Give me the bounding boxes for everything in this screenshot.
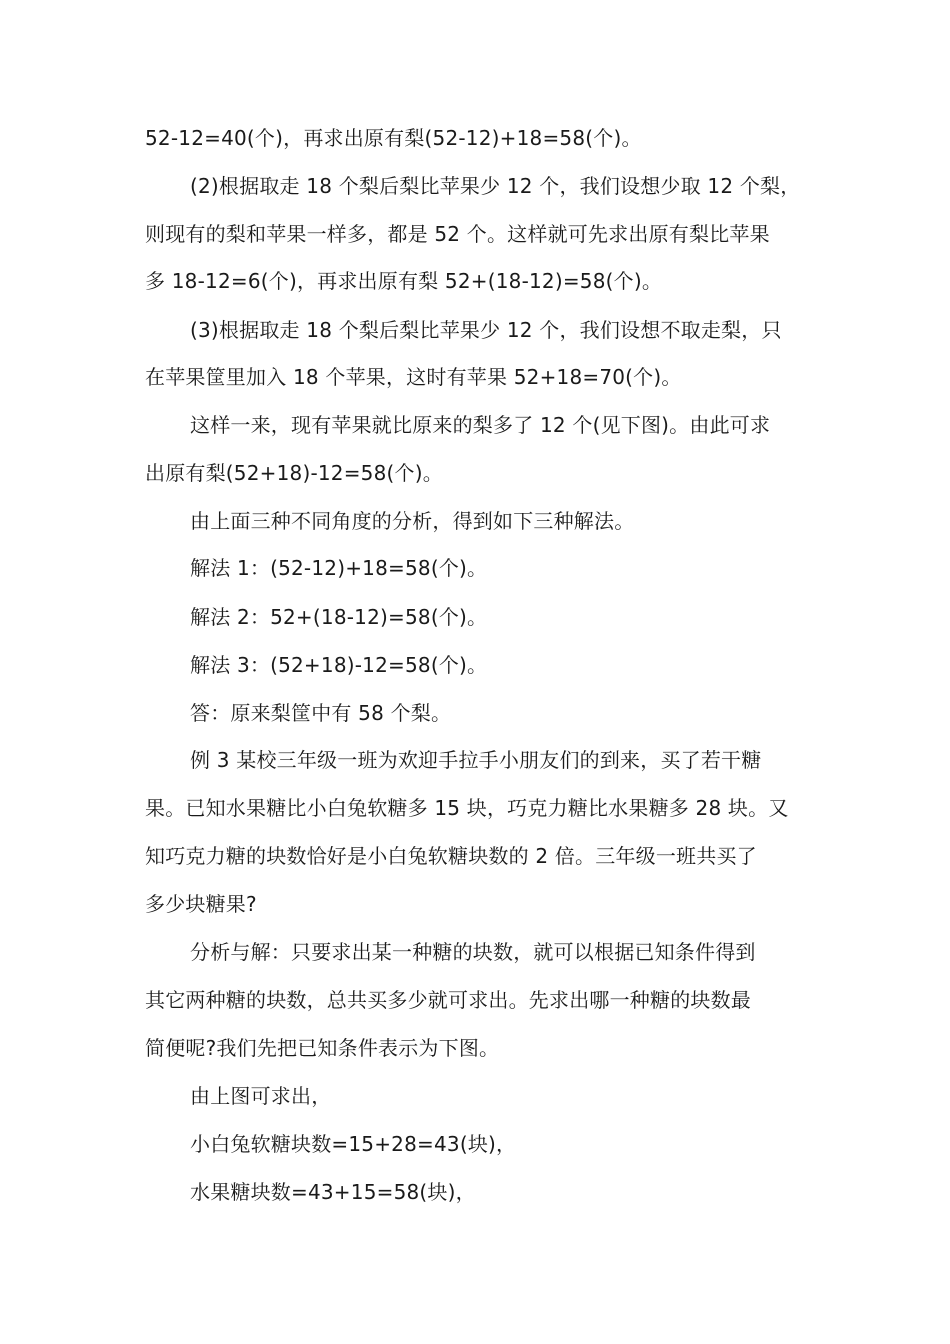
text-line: 由上图可求出， bbox=[190, 1084, 332, 1108]
solution-line: 解法 1：(52-12)+18=58(个)。 bbox=[190, 556, 488, 580]
text-line: 则现有的梨和苹果一样多，都是 52 个。这样就可先求出原有梨比苹果 bbox=[145, 222, 770, 246]
text-line: 52-12=40(个)，再求出原有梨(52-12)+18=58(个)。 bbox=[145, 126, 642, 150]
solution-line: 解法 2：52+(18-12)=58(个)。 bbox=[190, 605, 488, 629]
text-line: 由上面三种不同角度的分析，得到如下三种解法。 bbox=[190, 509, 635, 533]
text-line: 简便呢?我们先把已知条件表示为下图。 bbox=[145, 1036, 500, 1060]
text-line: 果。已知水果糖比小白兔软糖多 15 块，巧克力糖比水果糖多 28 块。又 bbox=[145, 796, 789, 820]
text-line: 知巧克力糖的块数恰好是小白兔软糖块数的 2 倍。三年级一班共买了 bbox=[145, 844, 757, 868]
text-line: 多 18-12=6(个)，再求出原有梨 52+(18-12)=58(个)。 bbox=[145, 269, 663, 293]
text-line: (2)根据取走 18 个梨后梨比苹果少 12 个，我们设想少取 12 个梨， bbox=[190, 174, 801, 198]
solution-line: 解法 3：(52+18)-12=58(个)。 bbox=[190, 653, 488, 677]
text-line: 分析与解：只要求出某一种糖的块数，就可以根据已知条件得到 bbox=[190, 940, 756, 964]
answer-line: 答：原来梨筐中有 58 个梨。 bbox=[190, 701, 452, 725]
text-line: 多少块糖果? bbox=[145, 892, 257, 916]
text-line: 这样一来，现有苹果就比原来的梨多了 12 个(见下图)。由此可求 bbox=[190, 413, 771, 437]
text-line: (3)根据取走 18 个梨后梨比苹果少 12 个，我们设想不取走梨，只 bbox=[190, 318, 782, 342]
calc-line: 水果糖块数=43+15=58(块)， bbox=[190, 1180, 476, 1204]
text-line: 出原有梨(52+18)-12=58(个)。 bbox=[145, 461, 443, 485]
text-line: 在苹果筐里加入 18 个苹果，这时有苹果 52+18=70(个)。 bbox=[145, 365, 682, 389]
text-line: 例 3 某校三年级一班为欢迎手拉手小朋友们的到来，买了若干糖 bbox=[190, 748, 762, 772]
text-line: 其它两种糖的块数，总共买多少就可求出。先求出哪一种糖的块数最 bbox=[145, 988, 751, 1012]
calc-line: 小白兔软糖块数=15+28=43(块)， bbox=[190, 1132, 517, 1156]
